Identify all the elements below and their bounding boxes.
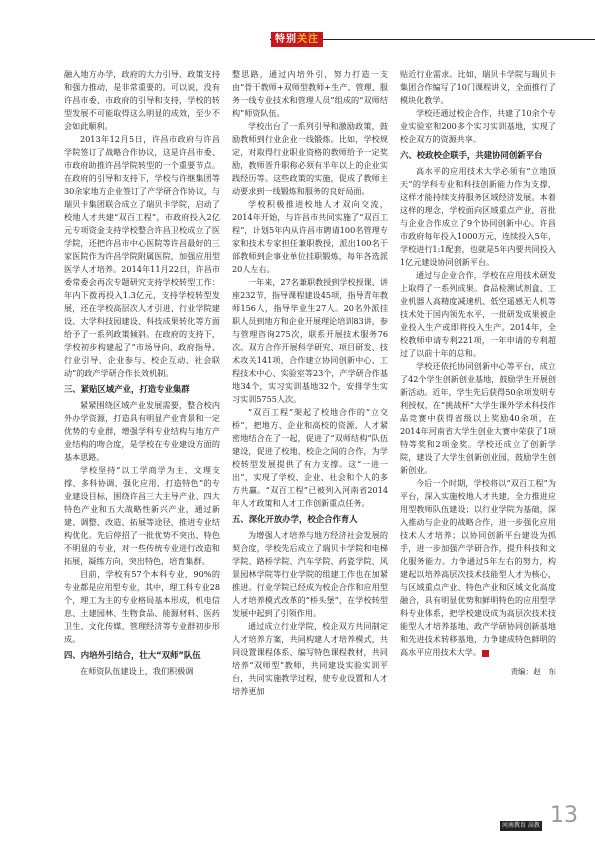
page-number: 13 [550, 803, 578, 828]
section-heading: 五、深化开放办学，校企合作育人 [232, 514, 358, 524]
paragraph: 2013年12月5日，许昌市政府与许昌学院签订了战略合作协议，这是许昌市委、市政府助推许昌学院转型的一个重要节点。在政府的引导和支持下，学校与许继集团等30余家地方企业签订了产学研合作协议，与瑞贝卡集团联合成立了瑞贝卡学院，启动了校地人才共建“双百工程”。市政府投入2亿元专项资金支持学校整合许昌卫校成立了医学院，还把许昌市中心医院等许昌最好的三家医院作为许昌学院附属医院，加强应用型医学人才培养。2014年11月22日，许昌市委常委会再次专题研究支持学校转型工作：年内下拨再投入1.3亿元，支持学校转型发展，还在学校高层次人才引进、行业学院建设、大学科技园建设、科技成果转化等方面给予了一系列政策倾斜。在政府的支持下，学校初步构建起了“市场导向、政府指导、行业引导、企业参与、校企互动、社会联动”的政产学研合作长效机制。 [64, 134, 220, 378]
paragraph: 目前，学校有57个本科专业，90%的专业都是应用型专业，其中，理工科专业28个，理工为主的专业格局基本形成，机电信息、土建园林、生物食品、能源材料、医药卫生、文化传媒、管理经济等专业群初步形成。 [64, 569, 220, 644]
paragraph: 一年来，27名兼职教授到学校授课、讲座232节，指导课程建设45项，指导青年教师156人，指导毕业生27人。20名外派挂职人员到地方和企业开展理论培训83讲，参与管理咨询275次，联系开展技术服务76次。双方合作开展科学研究、项目研发、技术攻关141项，合作建立协同创新中心、工程技术中心、实验室等23个，产学研合作基地34个，实习实训基地32个，安排学生实习实训5755人次。 [232, 277, 388, 404]
paragraph: “双百工程”架起了校地合作的“立交桥”，把地方、企业和高校的资源、人才紧密地结合在了一起，促进了“双师结构”队伍建设，促进了校地、校企之间的合作，为学校转型发展提供了有力支撑。这“一进一出”，实现了学校、企业、社会和个人的多方共赢。“双百工程”已被列入河南省2014年人才政策和人才工作创新重点任务。 [232, 407, 388, 508]
page-header [0, 30, 595, 52]
paragraph-final [400, 477, 556, 659]
column-2 [232, 68, 388, 698]
section-tag-part1: 特别 [275, 34, 297, 45]
paragraph: 高水平的应用技术大学必须有“立地顶天”的学科专业和科技创新能力作为支撑，这样才能持续支持服务区域经济发展。本着这样的理念，学校面向区域重点产业，首批与企业合作成立了9个协同创新中心。许昌市政府每年投入1000万元，连续投入5年，学校进行1:1配套，也就是5年内要共同投入1亿元建设协同创新平台。 [400, 166, 556, 267]
paragraph: 通过成立行业学院，校企双方共同制定人才培养方案，共同构建人才培养模式，共同设置课程体系、编写特色课程教材，共同培养“双师型”教师，共同建设实验实训平台，共同实施教学过程，使专业设置和人才培养更加 [232, 621, 388, 696]
section-tag-part2: 关注 [297, 34, 319, 45]
paragraph: 学校出台了一系列引导和激励政策，鼓励教师到行业企业一线锻炼。比如，学校规定，对取得行业职业资格的教师给予一定奖励，教师晋升职称必须有半年以上的企业实践经历等。这些政策的实施，促成了教师主动要求到一线锻炼和服务的良好局面。 [232, 121, 388, 196]
end-mark-icon [482, 650, 489, 657]
section-heading: 六、校政校企联手，共建协同创新平台 [400, 150, 543, 160]
journal-label: 河南教育 高教 [502, 822, 540, 829]
paragraph: 紧紧围绕区域产业发展需要，整合校内外办学资源，打造具有明显产业背景和一定优势的专业群，增强学科专业结构与地方产业结构的吻合度，是学校在专业建设方面的基本思路。 [64, 400, 220, 462]
editor-credit: 责编：赵 东 [510, 667, 556, 676]
paragraph: 学校还依托协同创新中心等平台，成立了42个学生创新创业基地，鼓励学生开展创新活动。近年，学生先后获得50余项发明专利授权，在“挑战杯”大学生课外学术科技作品竞赛中获得省级以上奖励40余项，在2014年河南省大学生创业大赛中荣获了1项特等奖和2项金奖。学校还成立了创新学院，建设了大学生创新创业园，鼓励学生创新创业。 [400, 361, 556, 475]
paragraph: 学校坚持“以工学商学为主、文理支撑、多科协调、强化应用、打造特色”的专业建设目标，围绕许昌三大主导产业、四大特色产业和五大战略性新兴产业，通过新建、调整、改造、拓展等途径，推进专业结构优化。先后停招了一批优势不突出、特色不明显的专业，对一些传统专业进行改造和拓展，凝练方向，突出特色，培育集群。 [64, 465, 220, 566]
paragraph: 贴近行业需求。比如，瑞贝卡学院与瑞贝卡集团合作编写了10门课程讲义，全面推行了模块化教学。 [400, 69, 556, 105]
section-tag [271, 32, 323, 47]
paragraph: 为增强人才培养与地方经济社会发展的契合度，学校先后成立了瑞贝卡学院和电梯学院、路桥学院、汽车学院、药瓷学院、风景园林学院等行业学院的组建工作也在加紧推进。行业学院已经成为校企合作和应用型人才培养模式改革的“桥头堡”，在学校转型发展中起到了引领作用。 [232, 530, 388, 618]
section-heading: 四、内培外引结合，壮大“双师”队伍 [64, 650, 201, 660]
paragraph: 通过与企业合作，学校在应用技术研发上取得了一系列成果。食品检测试剂盒、工业机器人高精度减速机、低空遥感无人机等技术处于国内领先水平，一批研发成果被企业投入生产或即将投入生产。2014年，全校教师申请专利221项，一年申请的专利超过了以前十年的总和。 [400, 270, 556, 358]
paragraph: 整思路，通过内培外引，努力打造一支由“骨干教师+双师型教师+生产、管理、服务一线专业技术和管理人员”组成的“双师结构”师资队伍。 [232, 69, 388, 118]
paragraph: 学校还通过校企合作，共建了10余个专业实验室和200多个实习实训基地，实现了校企双方的资源共享。 [400, 108, 556, 144]
paragraph: 学校积极推进校地人才双向交流，2014年开始，与许昌市共同实施了“双百工程”，计划5年内从许昌市聘请100名管理专家和技术专家担任兼职教授，派出100名干部教师到企事业单位挂职锻炼，每年各选派20人左右。 [232, 199, 388, 274]
section-heading: 三、紧贴区域产业，打造专业集群 [64, 384, 190, 394]
paragraph: 融入地方办学，政府的大力引导、政策支持和强力推动，是非常重要的。可以说，没有许昌市委、市政府的引导和支持，学校的转型发展不可能取得这么明显的成效，至少不会如此顺利。 [64, 69, 220, 131]
column-1 [64, 68, 220, 678]
page-footer [500, 803, 580, 829]
paragraph-text: 今后一个时期，学校将以“双百工程”为平台，深入实施校地人才共建，全力推进应用型教师队伍建设；以行业学院为基础，深入推动与企业的战略合作，进一步强化应用技术人才培养；以协同创新平台建设为抓手，进一步加强产学研合作，提升科技和文化服务能力。力争通过5年左右的努力，构建起以培养高层次技术技能型人才为核心，与区域重点产业、特色产业和区域文化高度融合，具有明显优势和鲜明特色的应用型学科专业体系，把学校建设成为高层次技术技能型人才培养基地、政产学研协同创新基地和先进技术转移基地，力争建成特色鲜明的高水平应用技术大学。 [400, 478, 556, 657]
column-3 [400, 68, 556, 678]
paragraph: 在师资队伍建设上，我们积极调 [80, 666, 194, 676]
